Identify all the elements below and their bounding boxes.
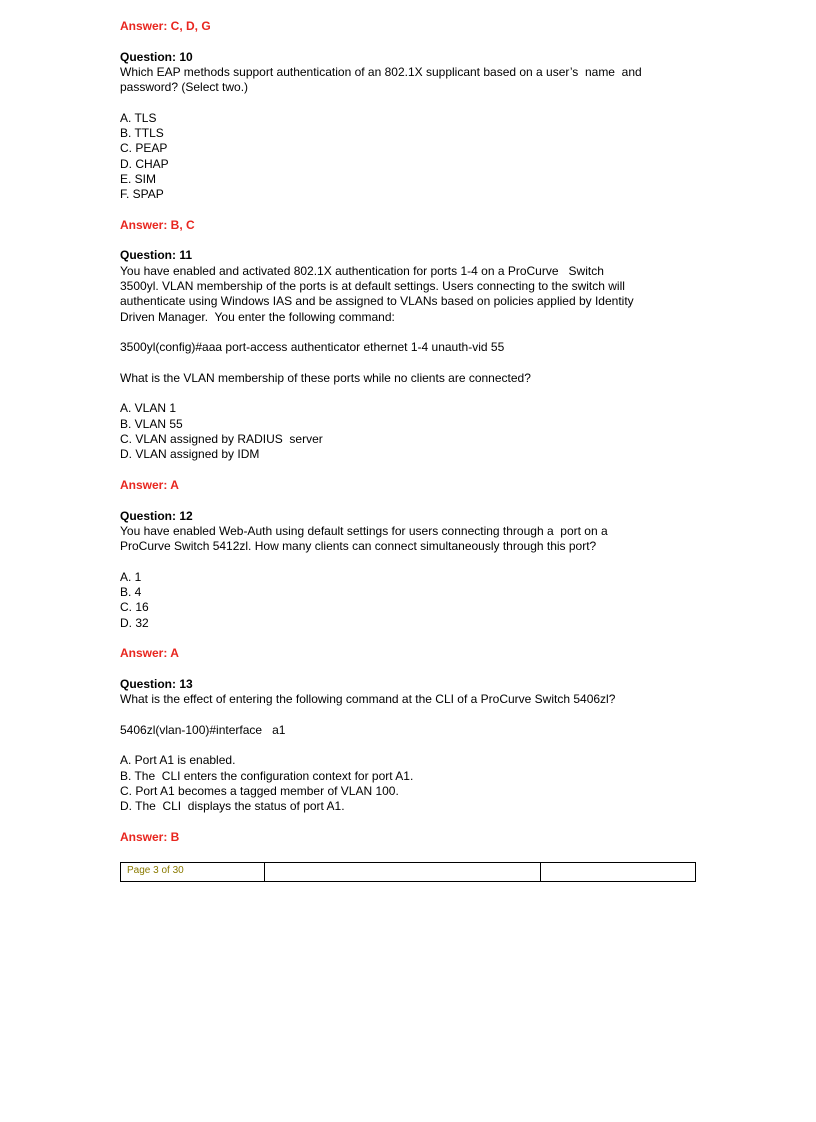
question-13 xyxy=(120,677,700,845)
page-number: Page 3 of 30 xyxy=(127,865,184,876)
option: D. The CLI displays the status of port A1. xyxy=(120,799,345,814)
option: F. SPAP xyxy=(120,187,164,202)
option: D. CHAP xyxy=(120,156,169,171)
question-label: Question: 12 xyxy=(120,508,193,523)
answer: Answer: A xyxy=(120,646,179,661)
option: B. TTLS xyxy=(120,126,164,141)
option: C. VLAN assigned by RADIUS server xyxy=(120,432,323,447)
question-text: ProCurve Switch 5412zl. How many clients can connect simultaneously through this port? xyxy=(120,539,597,554)
footer-cell-page xyxy=(121,863,265,881)
question-label: Question: 11 xyxy=(120,248,193,263)
page-footer xyxy=(120,862,696,882)
option: C. PEAP xyxy=(120,141,168,156)
option: B. 4 xyxy=(120,584,142,599)
question-text: What is the VLAN membership of these ports while no clients are connected? xyxy=(120,370,531,385)
question-11 xyxy=(120,248,700,508)
prev-answer: Answer: C, D, G xyxy=(120,19,211,33)
option: E. SIM xyxy=(120,171,157,186)
option: B. VLAN 55 xyxy=(120,416,183,431)
cli-command: 3500yl(config)#aaa port-access authenticator ethernet 1-4 unauth-vid 55 xyxy=(120,340,505,355)
option: B. The CLI enters the configuration context for port A1. xyxy=(120,768,414,783)
document-page xyxy=(120,19,700,845)
cli-command: 5406zl(vlan-100)#interface a1 xyxy=(120,722,286,737)
option: D. 32 xyxy=(120,615,149,630)
answer: Answer: B xyxy=(120,829,180,844)
option: D. VLAN assigned by IDM xyxy=(120,447,260,462)
option: C. Port A1 becomes a tagged member of VLAN 100. xyxy=(120,783,399,798)
question-12 xyxy=(120,509,700,677)
option: A. 1 xyxy=(120,569,142,584)
question-text: authenticate using Windows IAS and be assigned to VLANs based on policies applied by Identity xyxy=(120,294,634,309)
question-label: Question: 10 xyxy=(120,49,193,64)
question-10 xyxy=(120,50,700,249)
option: A. VLAN 1 xyxy=(120,401,177,416)
question-label: Question: 13 xyxy=(120,676,193,691)
question-text: 3500yl. VLAN membership of the ports is at default settings. Users connecting to the switch will xyxy=(120,279,625,294)
footer-cell-right xyxy=(541,863,695,881)
question-text: What is the effect of entering the following command at the CLI of a ProCurve Switch 5406zl? xyxy=(120,692,616,707)
answer: Answer: A xyxy=(120,477,179,492)
option: C. 16 xyxy=(120,600,149,615)
option: A. Port A1 is enabled. xyxy=(120,753,236,768)
question-text: Driven Manager. You enter the following command: xyxy=(120,309,395,324)
question-text: You have enabled and activated 802.1X authentication for ports 1-4 on a ProCurve Switch xyxy=(120,263,604,278)
answer: Answer: B, C xyxy=(120,217,195,232)
question-text: You have enabled Web-Auth using default settings for users connecting through a port on a xyxy=(120,523,608,538)
footer-cell-middle xyxy=(265,863,541,881)
option: A. TLS xyxy=(120,110,157,125)
question-text: password? (Select two.) xyxy=(120,80,249,95)
question-text: Which EAP methods support authentication of an 802.1X supplicant based on a user’s name and xyxy=(120,64,642,79)
